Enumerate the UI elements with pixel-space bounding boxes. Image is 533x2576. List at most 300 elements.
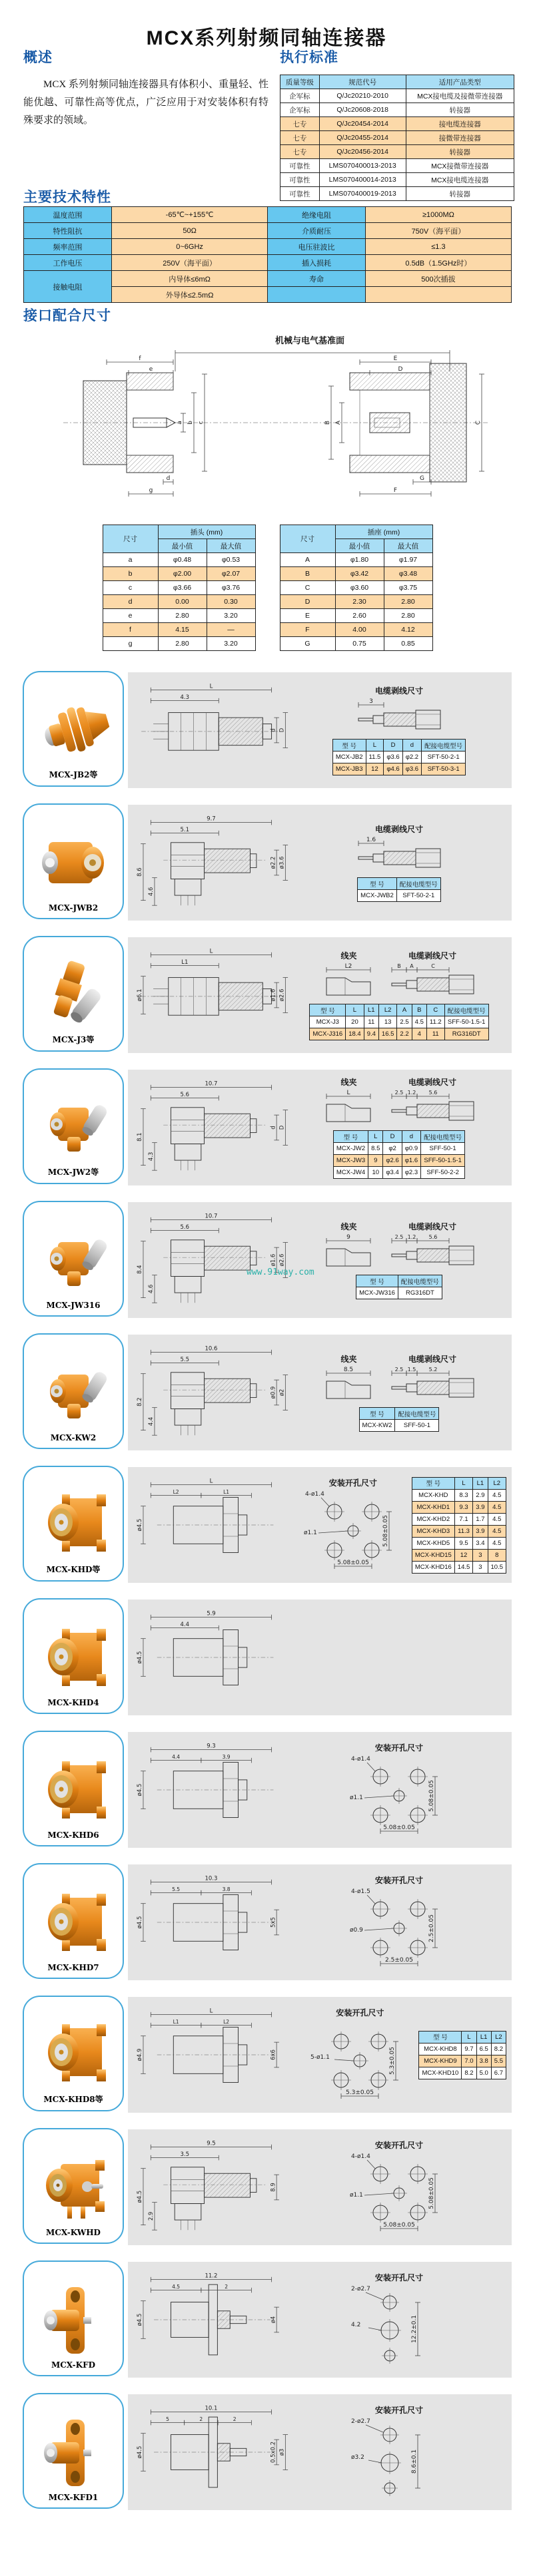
svg-text:L2: L2 [173,1488,179,1495]
table-header-cell: B [412,1004,426,1016]
subdrawing-caption: 线夹 [340,1222,357,1231]
product-spec-table [418,2031,506,2079]
table-cell: 七专 [280,131,320,145]
table-cell: 7.0 [462,2055,476,2067]
subdrawing-caption: 安装开孔尺寸 [328,1478,377,1488]
standards-heading: 执行标准 [280,49,338,65]
svg-text:2: 2 [225,2283,229,2290]
subdrawing-caption: 电缆剥线尺寸 [408,1078,456,1087]
standards-row [280,145,514,159]
subdrawing-caption: 安装开孔尺寸 [374,2406,423,2415]
svg-text:8.9: 8.9 [270,2183,277,2192]
product-dimension-drawing [132,2002,289,2108]
table-cell: SFF-50-2-2 [421,1167,465,1179]
svg-text:5.3±0.05: 5.3±0.05 [346,2089,374,2096]
svg-text:A: A [335,420,342,425]
product-table-header-row [412,1477,506,1489]
svg-text:10.7: 10.7 [205,1080,218,1088]
product-subdrawings [309,2007,410,2103]
interface-heading: 接口配合尺寸 [23,308,111,323]
product-subdrawing [348,1742,450,1838]
product-subdrawings [321,950,478,1002]
product-dimension-drawing [132,2399,289,2505]
svg-text:2: 2 [233,2416,237,2422]
subdrawing-caption: 电缆剥线尺寸 [408,1355,456,1364]
svg-text:d: d [166,475,171,482]
table-cell: φ1.6 [402,1155,420,1167]
product-subdrawings [321,1076,478,1128]
svg-text:d: d [270,728,277,732]
product-spec-table [332,739,466,775]
svg-text:2-ø2.7: 2-ø2.7 [351,2286,370,2292]
svg-text:ø4: ø4 [270,2316,277,2324]
svg-text:5.6: 5.6 [180,1091,190,1098]
svg-text:ø6.1: ø6.1 [137,988,144,1002]
product-table-row [332,751,465,763]
subdrawing-caption: 安装开孔尺寸 [336,2008,384,2018]
table-cell: Q/Jc20210-2010 [319,89,406,103]
svg-text:5.08±0.05: 5.08±0.05 [383,1825,415,1831]
product-right-zone [290,1874,508,1970]
svg-text:5.6: 5.6 [428,1234,437,1240]
table-cell: 11 [364,1016,378,1028]
svg-text:e: e [149,366,153,373]
standards-table [280,75,514,201]
table-cell: 七专 [280,117,320,131]
svg-text:5x5: 5x5 [270,1917,277,1928]
product-drawing-panel [128,1997,512,2113]
tech-row [24,207,512,223]
table-header-cell: 最小值 [158,539,207,553]
table-header-cell: 配接电缆型号 [421,1131,465,1143]
product-subdrawings [354,823,444,875]
product-right-zone [290,1353,508,1432]
table-header-cell: 配接电缆型号 [396,878,440,890]
table-cell: MCX-KHD3 [412,1525,454,1537]
product-right-zone [290,685,508,775]
svg-text:2.5: 2.5 [394,1367,403,1373]
product-dimension-drawing [132,2266,289,2373]
table-cell: MCX-KHD5 [412,1537,454,1549]
product-table-row [332,763,465,775]
wire-clamp-drawing [321,1233,377,1271]
svg-text:9: 9 [346,1234,350,1241]
product-table-row [419,2043,506,2055]
table-header-cell: d [402,1131,420,1143]
product-block [0,1333,533,1452]
svg-text:5.6: 5.6 [428,1090,437,1096]
svg-text:L1: L1 [173,2018,179,2025]
table-cell: φ2.3 [402,1167,420,1179]
product-photo [30,1088,117,1165]
svg-text:4-ø1.5: 4-ø1.5 [351,1888,370,1895]
product-spec-table [309,1004,488,1040]
product-block [0,2260,533,2380]
table-cell: MCX-JW4 [333,1167,368,1179]
product-card [23,803,124,919]
table-cell: 250V（海平面） [111,255,267,271]
table-cell: 2.80 [158,637,207,651]
product-photo [30,955,117,1032]
table-cell: ≥1000MΩ [365,207,511,223]
product-block [0,671,533,790]
table-cell: 11.2 [426,1016,444,1028]
table-cell: φ2.2 [402,751,421,763]
product-model-label: MCX-JWB2 [48,903,99,913]
svg-text:8.5: 8.5 [343,1367,353,1373]
product-table-header-row [419,2031,506,2043]
table-cell: φ3.4 [383,1167,402,1179]
table-cell: 4.12 [384,623,432,637]
table-cell: 4.5 [488,1525,506,1537]
table-header-cell: 适用产品类型 [406,75,514,89]
plug-dim-table [103,525,256,651]
svg-text:5.2: 5.2 [428,1367,437,1373]
product-drawing-panel [128,805,512,921]
svg-text:10.3: 10.3 [205,1875,218,1882]
product-subdrawing [388,1353,478,1405]
product-block [0,1996,533,2115]
standards-row [280,131,514,145]
table-cell: RG316DT [398,1287,442,1299]
svg-text:L: L [209,948,213,955]
svg-text:6x6: 6x6 [270,2049,277,2060]
svg-text:ø1.1: ø1.1 [350,2192,363,2199]
table-header-cell: 尺寸 [280,525,335,553]
product-table-row [333,1143,464,1155]
table-cell: G [280,637,335,651]
table-cell: A [280,553,335,567]
overview-section [23,47,268,130]
table-cell: 11 [426,1028,444,1040]
table-cell: 50Ω [111,223,267,239]
table-cell: 9.7 [462,2043,476,2055]
table-cell: SFF-50-1.5-1 [444,1016,488,1028]
product-photo [30,2414,117,2491]
table-cell: 4.5 [488,1537,506,1549]
table-cell: MCX-KHD1 [412,1501,454,1513]
subdrawing-caption: 线夹 [340,951,357,961]
table-cell: a [103,553,158,567]
product-block [0,2128,533,2247]
svg-text:ø3.2: ø3.2 [351,2454,364,2461]
table-header-cell: 配接电缆型号 [395,1408,439,1420]
table-cell: 3.8 [476,2055,491,2067]
svg-text:ø4.5: ø4.5 [137,2313,144,2326]
table-cell: 4.15 [158,623,207,637]
svg-text:c: c [198,421,205,425]
wire-clamp-drawing [321,962,377,1000]
table-header-cell: 型 号 [333,1131,368,1143]
table-cell: MCX-J316 [310,1028,346,1040]
svg-text:5.3±0.05: 5.3±0.05 [389,2047,396,2075]
table-cell: SFF-50-1 [395,1420,439,1432]
table-cell: 2.5 [397,1016,412,1028]
dim-row [280,567,432,581]
svg-text:11.2: 11.2 [205,2272,218,2280]
svg-text:4.6: 4.6 [148,1284,155,1294]
table-cell: 3.4 [473,1537,488,1549]
svg-text:ø1.1: ø1.1 [350,1795,363,1801]
table-cell: φ3.6 [402,763,421,775]
table-header-cell: 型 号 [419,2031,462,2043]
table-cell: 转接器 [406,187,514,201]
product-subdrawings [348,1742,450,1838]
svg-text:8.2: 8.2 [137,1397,144,1406]
dim-row [280,623,432,637]
dim-row [280,609,432,623]
table-cell: 2.30 [335,595,384,609]
table-cell: MCX-J3 [310,1016,346,1028]
svg-text:B: B [324,420,331,425]
product-photo [30,1752,117,1829]
product-table-row [333,1167,464,1179]
table-cell: 2.2 [397,1028,412,1040]
table-cell: 8.5 [368,1143,383,1155]
cable-strip-drawing [388,1233,478,1273]
mounting-holes-drawing [348,2416,450,2500]
product-drawing-panel [128,672,512,788]
svg-text:机械与电气基准面: 机械与电气基准面 [274,335,345,345]
product-subdrawings [348,2272,450,2368]
product-spec-table [356,1275,442,1299]
table-cell: 企军标 [280,89,320,103]
product-model-label: MCX-JW2等 [47,1168,99,1177]
table-cell: 内导体≤6mΩ [111,271,267,287]
product-subdrawing [321,1353,377,1404]
product-block [0,1466,533,1585]
table-cell: φ2.00 [158,567,207,581]
product-subdrawings [348,2139,450,2235]
subdrawing-caption: 安装开孔尺寸 [374,1743,423,1753]
svg-text:ø2.6: ø2.6 [278,988,286,1002]
table-cell: φ2.07 [207,567,255,581]
svg-text:2.5: 2.5 [394,1234,403,1240]
table-cell: 接微带连接器 [406,131,514,145]
product-list [0,671,533,2525]
svg-text:5.5: 5.5 [180,1356,190,1363]
table-cell: 2.60 [335,609,384,623]
product-card [23,936,124,1052]
subdrawing-caption: 电缆剥线尺寸 [374,686,423,696]
table-cell: φ0.53 [207,553,255,567]
dim-row [103,581,255,595]
table-cell: 16.5 [378,1028,397,1040]
svg-text:ø4.5: ø4.5 [137,1783,144,1797]
product-dimension-drawing [132,1074,289,1181]
table-header-cell: L [346,1004,364,1016]
svg-text:5.08±0.05: 5.08±0.05 [428,1780,435,1812]
product-model-label: MCX-KHD6 [47,1830,99,1840]
table-cell: 10 [368,1167,383,1179]
tech-heading: 主要技术特性 [23,189,111,205]
product-right-zone [290,950,508,1040]
subdrawing-caption: 电缆剥线尺寸 [408,1222,456,1231]
table-header-cell: L [462,2031,476,2043]
table-cell: e [103,609,158,623]
interface-cross-section [23,333,512,521]
table-cell: MCX接微带连接器 [406,159,514,173]
product-card [23,1068,124,1184]
table-cell: 4.5 [488,1489,506,1501]
table-header-cell: L2 [488,1477,506,1489]
product-table-row [358,890,441,902]
svg-text:5.5: 5.5 [172,1886,181,1892]
product-photo [30,2015,117,2092]
product-dimension-drawing [132,1339,289,1446]
table-cell: 11.5 [366,751,384,763]
table-header-cell: 最大值 [207,539,255,553]
product-card [23,1731,124,1846]
table-cell: c [103,581,158,595]
svg-text:4.3: 4.3 [180,694,190,701]
svg-text:4.6: 4.6 [148,887,155,897]
svg-text:D: D [278,728,286,733]
svg-text:4.4: 4.4 [180,1621,190,1628]
table-cell: MCX-KHD9 [419,2055,462,2067]
product-subdrawing [388,1221,478,1273]
product-subdrawing [348,2272,450,2368]
product-card [23,2260,124,2376]
product-block [0,1863,533,1982]
svg-text:L1: L1 [223,1488,230,1495]
product-spec-table [357,877,441,902]
table-cell: C [280,581,335,595]
svg-text:3.8: 3.8 [222,1886,231,1892]
product-drawing-panel [128,1467,512,1583]
table-cell: 5.0 [476,2067,491,2079]
mounting-holes-drawing [348,1754,450,1838]
dim-row [280,637,432,651]
table-cell: 12 [366,763,384,775]
product-table-row [412,1561,506,1573]
dim-row [103,609,255,623]
table-cell: LMS070400014-2013 [319,173,406,187]
table-cell: 七专 [280,145,320,159]
table-cell: 500次插拔 [365,271,511,287]
subdrawing-caption: 安装开孔尺寸 [374,1876,423,1885]
product-model-label: MCX-KHD8等 [43,2095,103,2104]
table-header-cell: 型 号 [359,1408,395,1420]
svg-text:2.5±0.05: 2.5±0.05 [428,1914,435,1942]
page-title: MCX系列射频同轴连接器 [146,27,387,50]
table-cell: 8.2 [462,2067,476,2079]
tech-table [23,206,512,303]
wire-clamp-drawing [321,1365,377,1404]
svg-text:C: C [475,420,482,425]
product-table-header-row [358,878,441,890]
table-header-cell: 最大值 [384,539,432,553]
table-cell: φ3.75 [384,581,432,595]
product-card [23,1863,124,1979]
table-cell: g [103,637,158,651]
table-cell: 4.5 [488,1513,506,1525]
table-cell: 6.7 [491,2067,506,2079]
svg-text:3.9: 3.9 [222,1753,231,1760]
product-model-label: MCX-KW2 [50,1433,97,1442]
table-cell: 4.5 [412,1016,426,1028]
table-cell: φ0.9 [402,1143,420,1155]
product-right-zone [290,2404,508,2500]
svg-text:A: A [409,963,414,969]
svg-text:d: d [270,1126,277,1130]
product-dimension-drawing [132,1207,289,1313]
dim-row [103,567,255,581]
product-block [0,936,533,1055]
product-model-label: MCX-KHD7 [47,1963,99,1972]
table-cell: 转接器 [406,103,514,117]
table-cell: 3.20 [207,609,255,623]
svg-text:L: L [209,1478,213,1485]
table-cell: 9.3 [454,1501,473,1513]
standards-section [280,47,518,201]
svg-text:L: L [209,683,213,690]
table-header-cell: 型 号 [310,1004,346,1016]
svg-text:5.08±0.05: 5.08±0.05 [337,1560,369,1566]
svg-text:1.6: 1.6 [366,837,376,843]
table-cell: LMS070400019-2013 [319,187,406,201]
table-cell: 企军标 [280,103,320,117]
svg-text:2.5: 2.5 [394,1090,403,1096]
table-cell: φ3.66 [158,581,207,595]
dim-header-row [103,525,255,539]
table-cell: 9 [368,1155,383,1167]
table-cell: 750V（海平面） [365,223,511,239]
cable-strip-drawing [354,835,444,875]
svg-text:1.5: 1.5 [407,1367,416,1373]
product-right-zone [290,1477,508,1574]
mounting-holes-drawing [302,1489,404,1573]
product-subdrawing [388,1076,478,1128]
svg-text:3: 3 [368,698,373,705]
table-cell: -65℃~+155℃ [111,207,267,223]
product-dimension-drawing [132,677,289,783]
svg-text:ø2: ø2 [278,1389,286,1396]
svg-text:3.5: 3.5 [180,2151,190,2158]
product-subdrawings [354,685,444,737]
table-cell: f [103,623,158,637]
svg-text:10.6: 10.6 [205,1345,218,1353]
product-drawing-panel [128,1335,512,1450]
table-cell: 4 [412,1028,426,1040]
product-table-header-row [332,740,465,751]
product-drawing-panel [128,2129,512,2245]
product-table-row [419,2067,506,2079]
table-cell: 0.5dB（1.5GHz时） [365,255,511,271]
svg-text:8.6: 8.6 [137,867,144,877]
product-subdrawing [309,2007,410,2103]
table-header-cell: 最小值 [335,539,384,553]
svg-text:ø1.6: ø1.6 [270,1253,277,1267]
svg-text:B: B [396,963,401,969]
table-cell: Q/Jc20454-2014 [319,117,406,131]
product-dimension-drawing [132,809,289,916]
product-table-row [412,1513,506,1525]
product-photo [30,1222,117,1299]
tech-row [24,239,512,255]
table-cell: 工作电压 [24,255,112,271]
product-table-header-row [310,1004,488,1016]
product-photo [30,2282,117,2359]
table-cell: E [280,609,335,623]
table-cell: φ4.6 [384,763,402,775]
table-cell [268,287,366,303]
svg-text:ø1.1: ø1.1 [303,1530,317,1536]
standards-row [280,187,514,201]
svg-text:8.4: 8.4 [137,1265,144,1274]
table-cell: 可靠性 [280,173,320,187]
svg-text:5.6: 5.6 [180,1223,190,1231]
